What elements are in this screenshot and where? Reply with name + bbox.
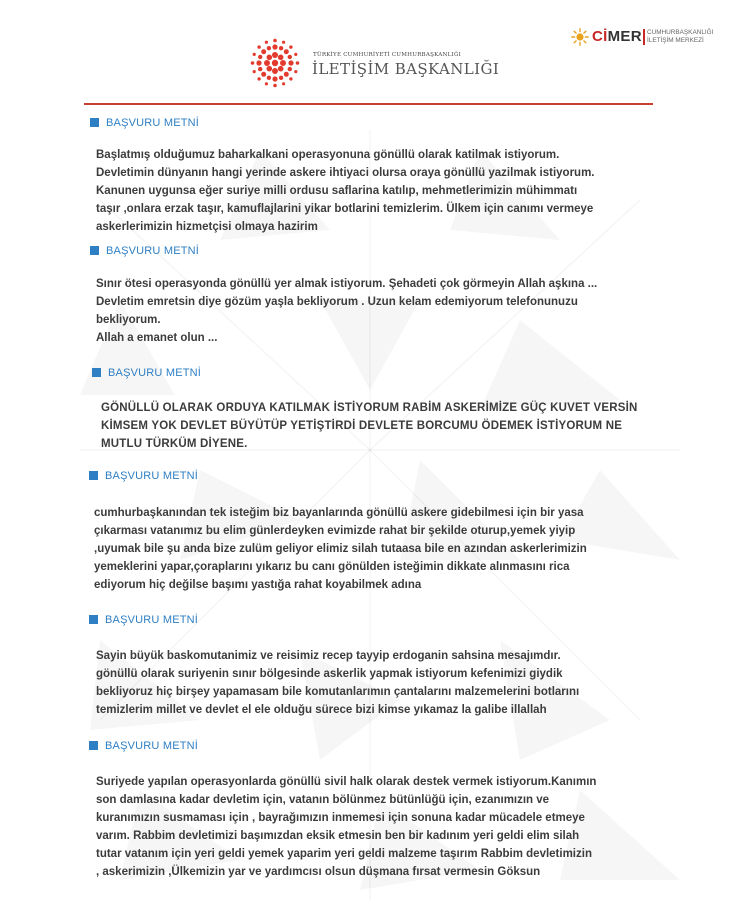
section-body: Sınır ötesi operasyonda gönüllü yer almak istiyorum. Şehadeti çok görmeyin Allah aşkına ... Devletim emretsin diye gözüm yaşla bekliyorum . Uzun kelam edemiyorum telefonunuzu bekliyorum. Allah a emanet olun ... <box>96 278 598 344</box>
bullet-square-icon <box>89 471 98 480</box>
section-heading-label: BAŞVURU METNİ <box>105 614 199 626</box>
org-name-small: TÜRKİYE CUMHURİYETİ CUMHURBAŞKANLIĞI <box>313 52 462 58</box>
org-name-title: İLETİŞİM BAŞKANLIĞI <box>312 60 500 78</box>
section-heading <box>92 366 201 380</box>
section-heading <box>89 613 198 627</box>
section-body: Suriyede yapılan operasyonlarda gönüllü sivil halk olarak destek vermek istiyorum.Kanımın son damlasına kadar devletim için, vatanın bölünmez bütünlüğü için, ezanımızın ve kuranımızın susmaması için , bayrağımızın inmemesi için sonuna kadar mücadele etmeye varım. Rabbim devletimizi başımızdan eksik etmesin ben bir kadınım yeri geldi elim silah tutar vatanım için yeri geldi yemek yaparim yeri geldi malzeme taşırım Rabbim devletimizin , askerimizin ,Ülkemizin yar ve yardımcısı olsun düşmana fırsat vermesin Göksun <box>96 776 597 878</box>
section-body: Başlatmış olduğumuz baharkalkani operasyonuna gönüllü olarak katilmak istiyorum. Devletimin dünyanın hangi yerinde askere ihtiyaci olursa oraya gönüllü yazilmak istiyorum. Kanunen uygunsa eğer suriye milli ordusu saflarina katılıp, mehmetlerimizin mühimmatı taşır ,onlara erzak taşır, kamuflajlarini yikar botlarini temizlerim. Ülkem için canımı vermeye askerlerimizin hizmetçisi olmaya hazirim <box>96 149 595 233</box>
cimer-wordmark-rest: MER <box>607 28 642 45</box>
section-heading-label: BAŞVURU METNİ <box>106 117 200 129</box>
bullet-square-icon <box>92 368 101 377</box>
bullet-square-icon <box>90 118 99 127</box>
section-heading-label: BAŞVURU METNİ <box>105 470 199 482</box>
section-body: Sayin büyük baskomutanimiz ve reisimiz recep tayyip erdoganin sahsina mesajımdır. gönüllü olarak suriyenin sınır bölgesinde askerlik yapmak istiyorum kefenimizi giydik bekliyoruz hiç birşey yapamasam bile komutanlarımın çantalarını malzemelerini botlarını temizlerim millet ve devlet el ele olduğu sürece bizi kimse yıkamaz la galibe illallah <box>96 650 580 716</box>
section-heading <box>90 116 199 130</box>
cimer-subtitle-line1: CUMHURBAŞKANLIĞI <box>647 29 714 36</box>
section-heading-label: BAŞVURU METNİ <box>106 245 200 257</box>
section-heading <box>89 469 198 483</box>
bullet-square-icon <box>89 615 98 624</box>
bullet-square-icon <box>89 741 98 750</box>
cimer-wordmark-accent: Cİ <box>592 28 608 45</box>
section-body: GÖNÜLLÜ OLARAK ORDUYA KATILMAK İSTİYORUM RABİM ASKERİMİZE GÜÇ KUVET VERSİN KİMSEM YOK DEVLET BÜYÜTÜP YETİŞTİRDİ DEVLETE BORCUMU ÖDEMEK İSTİYORUM NE MUTLU TÜRKÜM DİYENE. <box>101 402 638 450</box>
bullet-square-icon <box>90 246 99 255</box>
section-body: cumhurbaşkanından tek isteğim biz bayanlarında gönüllü askere gidebilmesi için bir yasa çıkarması vatanımız bu elim günlerdeyken evimizde rahat bir şekilde oturup,yemek yiyip ,uyumak bile şu anda bize zulüm geliyor elimiz silah tutaasa bile en azından askerlerimizin yemeklerini yapar,çoraplarını yıkarız bu canı gönülden isteğimin dikkate alınmasını rica ediyorum hiç değilse başımı yastığa rahat koyabilmek adına <box>94 507 587 591</box>
section-heading-label: BAŞVURU METNİ <box>108 367 202 379</box>
section-heading <box>90 244 199 258</box>
section-heading <box>89 739 198 753</box>
section-heading-label: BAŞVURU METNİ <box>105 740 199 752</box>
cimer-subtitle-line2: İLETİŞİM MERKEZİ <box>647 37 704 44</box>
